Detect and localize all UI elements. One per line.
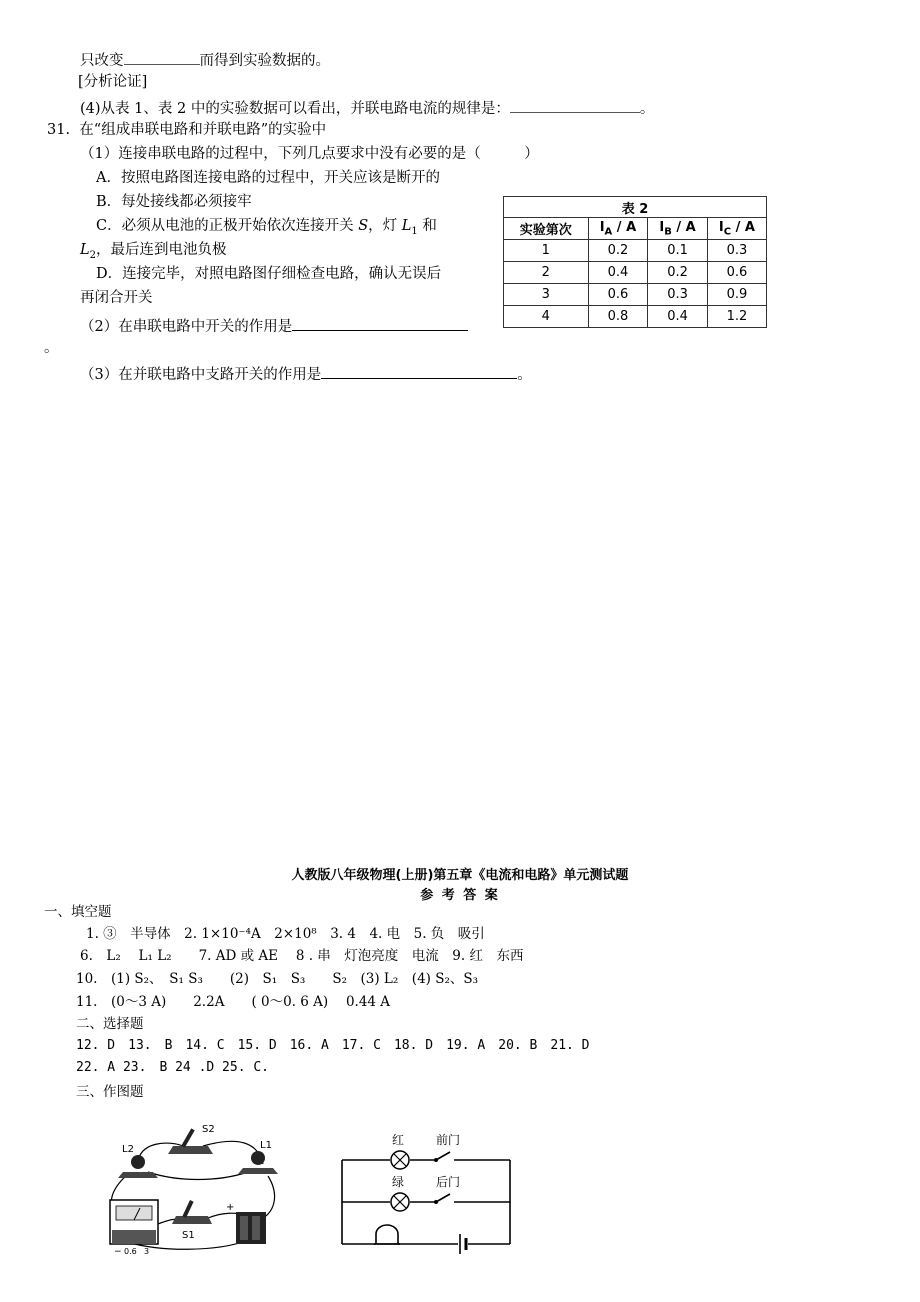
- section-fill-in: 一、填空题: [44, 904, 112, 920]
- table-header: $I_C$ / A: [707, 218, 766, 240]
- label-green: 绿: [392, 1175, 405, 1189]
- option-a: A．按照电路图连接电路的过程中，开关应该是断开的: [96, 170, 440, 186]
- table-row: 3 0.6 0.3 0.9: [504, 284, 767, 306]
- answer-blank[interactable]: [321, 362, 517, 379]
- table-row: 4 0.8 0.4 1.2: [504, 306, 767, 328]
- section-heading: [分析论证]: [78, 74, 148, 90]
- label-terminal-3: 3: [144, 1247, 150, 1256]
- label-back-door: 后门: [436, 1175, 461, 1189]
- lamp-l2-icon: [118, 1155, 158, 1178]
- q31-part2: （2）在串联电路中开关的作用是: [80, 314, 468, 337]
- battery-symbol-icon: [460, 1234, 466, 1254]
- label-red: 红: [392, 1133, 405, 1147]
- table-caption: 表 2: [504, 197, 767, 218]
- table-header: $I_B$ / A: [648, 218, 708, 240]
- switch-front-icon: [434, 1158, 438, 1162]
- battery-icon: [236, 1212, 266, 1244]
- switch-back-icon: [434, 1200, 438, 1204]
- table-header: 实验第次: [504, 218, 589, 240]
- table-row: 1 0.2 0.1 0.3: [504, 240, 767, 262]
- answer-key-subtitle: 参 考 答 案: [420, 888, 500, 903]
- svg-text:+: +: [226, 1202, 235, 1213]
- option-d-cont: 再闭合开关: [80, 290, 153, 306]
- answer-line: 11. (0～3 A) 2.2A ( 0～0. 6 A) 0.44 A: [76, 994, 391, 1010]
- answer-blank[interactable]: [292, 314, 468, 331]
- ammeter-icon: [110, 1200, 158, 1244]
- label-l2: L2: [122, 1144, 134, 1155]
- lamp-red-icon: [391, 1151, 409, 1169]
- answer-blank[interactable]: [510, 96, 640, 113]
- circuit-schematic-diagram: [336, 1128, 516, 1256]
- q31-part3: （3）在并联电路中支路开关的作用是 。: [80, 362, 532, 385]
- answer-line: 10. (1) S₂、 S₁ S₃ (2) S₁ S₃ S₂ (3) L₂ (4) S₂、S₃: [76, 971, 479, 987]
- answer-blank[interactable]: [124, 48, 200, 65]
- circuit-photo-diagram: [98, 1112, 288, 1262]
- label-s1: S1: [182, 1230, 195, 1241]
- answer-line: 6. L₂ L₁ L₂ 7. AD 或 AE 8 . 串 灯泡亮度 电流 9. 红 东西: [80, 948, 524, 964]
- q31-stem: 31. 在“组成串联电路和并联电路”的实验中: [47, 122, 327, 138]
- q31-part1: （1）连接串联电路的过程中，下列几点要求中没有必要的是（ ）: [80, 146, 539, 162]
- label-s2: S2: [202, 1124, 215, 1135]
- table-row: 2 0.4 0.2 0.6: [504, 262, 767, 284]
- label-front-door: 前门: [436, 1133, 461, 1147]
- lamp-l1-icon: [238, 1151, 278, 1174]
- lamp-green-icon: [391, 1193, 409, 1211]
- option-b: B．每处接线都必须接牢: [96, 194, 252, 210]
- section-drawing: 三、作图题: [76, 1084, 144, 1100]
- answer-key-title: 人教版八年级物理(上册)第五章《电流和电路》单元测试题: [291, 868, 629, 883]
- answer-line: 22. A 23. B 24 .D 25. C.: [76, 1060, 270, 1075]
- label-l1: L1: [260, 1140, 272, 1151]
- label-terminal-0-6: 0.6: [124, 1247, 137, 1256]
- switch-s1-icon: [172, 1200, 212, 1224]
- option-c-cont: $L_2$，最后连到电池负极: [80, 242, 227, 261]
- option-c: C．必须从电池的正极开始依次连接开关 S，灯 $L_1$ 和: [96, 218, 437, 237]
- bell-icon: [374, 1225, 400, 1244]
- svg-text:−: −: [114, 1247, 122, 1257]
- answer-line: 1. ③ 半导体 2. 1×10⁻⁴A 2×10⁸ 3. 4 4. 电 5. 负 吸引: [86, 926, 485, 942]
- option-d: D．连接完毕，对照电路图仔细检查电路，确认无误后: [96, 266, 442, 282]
- section-choice: 二、选择题: [76, 1016, 144, 1032]
- q30-line1: 只改变 而得到实验数据的。: [80, 48, 330, 71]
- table-header: $I_A$ / A: [588, 218, 648, 240]
- q30-question-4: (4)从表 1、表 2 中的实验数据可以看出，并联电路电流的规律是： 。: [80, 96, 654, 119]
- data-table-2: [503, 196, 767, 328]
- answer-line: 12. D 13. B 14. C 15. D 16. A 17. C 18. D 19. A 20. B 21. D: [76, 1038, 590, 1053]
- q31-part2-end: 。: [44, 340, 59, 356]
